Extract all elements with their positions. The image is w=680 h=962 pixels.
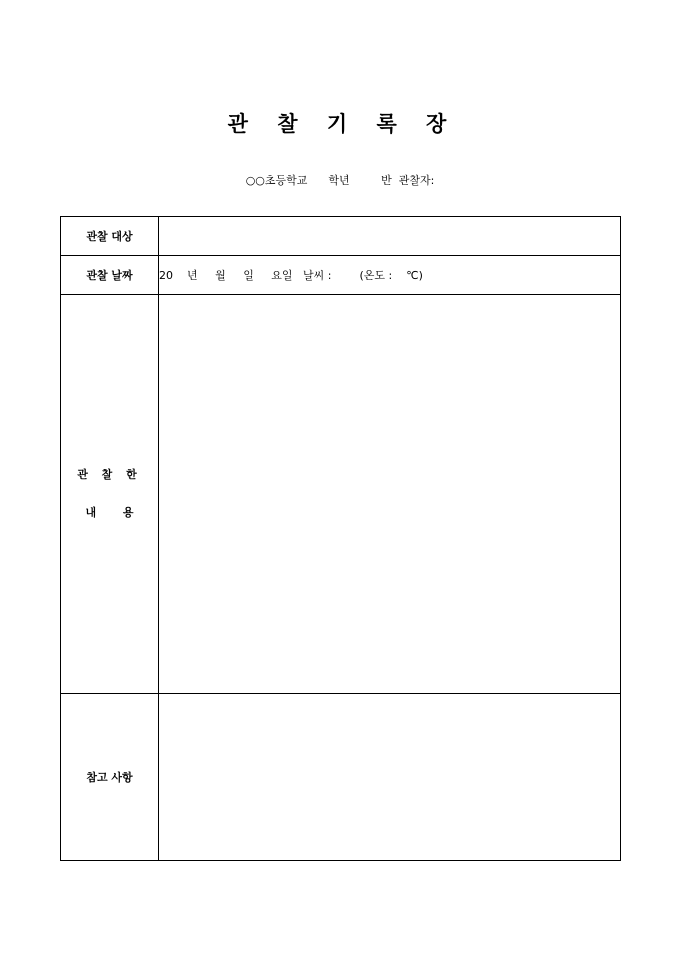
- field-observation-content[interactable]: [159, 295, 621, 694]
- row-notes: [61, 694, 621, 861]
- field-observation-target[interactable]: [159, 217, 621, 256]
- row-observation-content: [61, 295, 621, 694]
- label-content-line2: 내 용: [85, 506, 134, 519]
- row-observation-target: [61, 217, 621, 256]
- label-observation-target: 관찰 대상: [61, 217, 159, 256]
- school-class-observer-line: ○○초등학교 학년 반 관찰자:: [245, 174, 435, 187]
- label-observation-content: [61, 295, 159, 694]
- label-content-line1: 관 찰 한: [77, 468, 142, 481]
- row-observation-date: [61, 256, 621, 295]
- label-notes: 참고 사항: [61, 694, 159, 861]
- field-observation-date[interactable]: 20 년 월 일 요일 날씨 : (온도 : ℃): [159, 256, 621, 295]
- label-observation-date: 관찰 날짜: [61, 256, 159, 295]
- observation-record-table: [60, 216, 621, 861]
- field-notes[interactable]: [159, 694, 621, 861]
- page-title: 관 찰 기 록 장: [227, 111, 453, 136]
